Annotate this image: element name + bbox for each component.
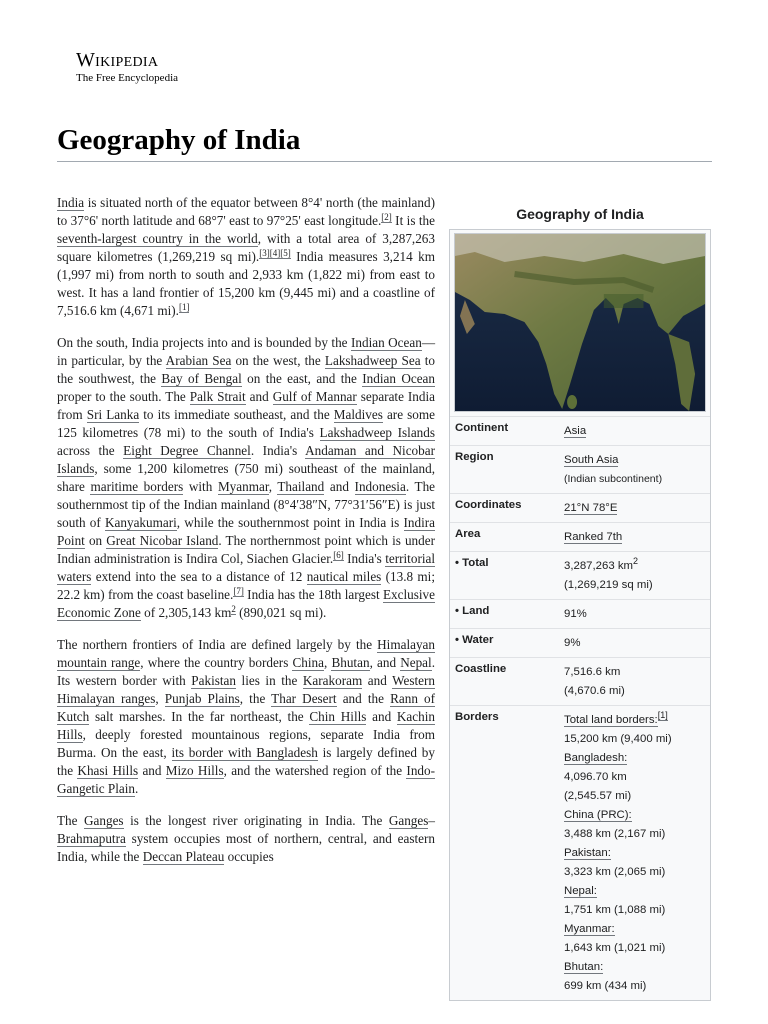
infobox-label: Borders [455,711,499,723]
article-link[interactable]: Himalayan mountain range [57,637,435,670]
body-text: It is the [391,213,435,228]
article-link[interactable]: Kachin Hills [57,709,435,742]
article-link[interactable]: Arabian Sea [165,353,232,368]
body-text: The northern frontiers of India are defined largely by the [57,637,378,652]
body-text: On the south, India projects into and is bounded by the [57,335,351,350]
body-text: , and [369,655,401,670]
body-text: with [183,479,218,494]
body-text: , and the watershed region of the [223,763,407,778]
infobox-text: (Indian subcontinent) [564,473,663,485]
infobox-link[interactable]: Ranked 7th [564,531,623,543]
logo-wordmark: Wikipedia [76,49,159,71]
article-link[interactable]: Bhutan [331,655,370,670]
infobox-text: 1,643 km (1,021 mi) [564,942,666,954]
citation-link[interactable]: [1] [657,710,668,721]
article-link[interactable]: Lakshadweep Islands [319,425,435,440]
article-link[interactable]: Thailand [277,479,325,494]
infobox-value [564,451,710,489]
article-link[interactable]: Brahmaputra [57,831,126,846]
infobox-value [564,528,710,547]
citation-link[interactable]: [2] [381,211,392,222]
citation-link[interactable]: [6] [333,549,344,560]
article-link[interactable]: Khasi Hills [77,763,139,778]
body-text: (13.8 mi; 22.2 km) from the coast baseline. [57,569,435,602]
article-link[interactable]: China [292,655,324,670]
body-text: , while the southernmost point in India is [176,515,404,530]
infobox-text: 15,200 km (9,400 mi) [564,733,672,745]
infobox-table [449,229,711,1001]
article-link[interactable]: Indira Point [57,515,436,548]
wikipedia-logo[interactable] [76,50,178,84]
body-text: to its immediate southeast, and the [139,407,334,422]
body-text: . The northernmost point which is under Indian administration is Indira Col, Siachen Glacier. [57,533,435,566]
body-text: India has the 18th largest [243,587,383,602]
infobox-row [450,657,710,705]
article-link[interactable]: Indonesia [354,479,406,494]
infobox-link[interactable]: Nepal: [564,885,597,897]
infobox-label: Region [455,451,494,463]
infobox-text: 699 km (434 mi) [564,980,647,992]
body-text: system occupies most of northern, central, and eastern India, while the [57,831,435,864]
article-link[interactable]: Bay of Bengal [161,371,242,386]
paragraph [57,194,435,320]
body-text: separate India from [57,389,435,422]
infobox [449,200,711,1001]
body-text: , the [239,691,272,706]
infobox-label: • Land [455,605,490,617]
infobox-link[interactable]: Total land borders: [564,714,658,726]
body-text: , [155,691,165,706]
body-text: of 2,305,143 km [140,605,232,620]
body-text: , some 1,200 kilometres (750 mi) southeast of the mainland, share [57,461,435,494]
infobox-row [450,551,710,599]
body-text: and [362,673,393,688]
article-link[interactable]: maritime borders [90,479,184,494]
infobox-row [450,599,710,628]
infobox-row [450,493,710,522]
infobox-row [450,628,710,657]
body-text: , deeply forested mountainous regions, separate India from Burma. On the east, [57,727,435,760]
infobox-text: 3,488 km (2,167 mi) [564,828,666,840]
infobox-label: • Total [455,557,489,569]
logo-tagline: The Free Encyclopedia [76,72,179,84]
infobox-link[interactable]: China (PRC): [564,809,632,821]
body-text: —in particular, by the [57,335,435,368]
paragraph [57,812,435,866]
infobox-row [450,445,710,493]
article-link[interactable]: Ganges [84,813,124,828]
body-text: is the longest river originating in India. The [123,813,389,828]
body-text: on the west, the [231,353,325,368]
infobox-row [450,705,710,1000]
article-link[interactable]: nautical miles [306,569,382,584]
infobox-link[interactable]: Bangladesh: [564,752,628,764]
infobox-row [450,522,710,551]
article-link[interactable]: Palk Strait [189,389,246,404]
article-link[interactable]: territorial waters [57,551,436,584]
body-text: The [57,813,85,828]
infobox-text: (1,269,219 sq mi) [564,579,653,591]
citation-link[interactable]: [7] [233,585,244,596]
body-text: and [366,709,397,724]
infobox-text: 9% [564,637,581,649]
body-text: and the [336,691,391,706]
infobox-text: 1,751 km (1,088 mi) [564,904,666,916]
body-text: and [245,389,273,404]
infobox-text: (2,545.57 mi) [564,790,632,802]
body-text: . The southernmost tip of the Indian mainland (8°4′38″N, 77°31′56″E) is just south of [57,479,436,530]
article-link[interactable]: Indo-Gangetic Plain [57,763,435,796]
map-of-india-icon [455,234,705,411]
body-text: are some 125 kilometres (78 mi) to the south of India's [57,407,435,440]
article-link[interactable]: Deccan Plateau [142,849,225,864]
superscript: 2 [633,556,639,567]
article-link[interactable]: its border with Bangladesh [171,745,318,760]
article-link[interactable]: Karakoram [302,673,363,688]
article-link[interactable]: Punjab Plains [164,691,240,706]
infobox-text: 3,287,263 km [564,560,634,572]
infobox-label: • Water [455,634,494,646]
body-text: India's [343,551,386,566]
body-text: proper to the south. The [57,389,190,404]
infobox-value [564,605,710,624]
article-link[interactable]: Ganges [388,813,429,828]
article-body [57,194,435,880]
infobox-link[interactable]: Myanmar: [564,923,615,935]
article-link[interactable]: Exclusive Economic Zone [57,587,435,620]
article-link[interactable]: Rann of Kutch [57,691,436,724]
article-link[interactable]: Eight Degree Channel [123,443,251,458]
body-text: salt marshes. In the far northeast, the [89,709,310,724]
infobox-text: 91% [564,608,587,620]
body-text: . India's [250,443,306,458]
infobox-text: 4,096.70 km [564,771,627,783]
body-text: , with a total area of 3,287,263 square kilometres (1,269,219 sq mi). [57,231,435,264]
infobox-value [564,711,710,996]
infobox-link[interactable]: South Asia [564,454,619,466]
body-text: and [324,479,355,494]
body-text: is situated north of the equator between 8°4' north (the mainland) to 37°6' north latitude and 68°7' east to 97°25' east longitude. [57,195,435,228]
infobox-link[interactable]: Bhutan: [564,961,604,973]
article-link[interactable]: seventh-largest country in the world [57,231,258,246]
body-text: . Its western border with [57,655,435,688]
article-link[interactable]: Sri Lanka [86,407,140,422]
article-link[interactable]: Indian Ocean [350,335,422,350]
body-text: – [428,813,435,828]
body-text: on [84,533,107,548]
body-text: , [268,479,278,494]
body-text: is largely defined by the [57,745,435,778]
body-text: (890,021 sq mi). [235,605,327,620]
article-link[interactable]: Great Nicobar Island [106,533,219,548]
body-text: , where the country borders [140,655,293,670]
article-link[interactable]: Western Himalayan ranges [57,673,436,706]
infobox-link[interactable]: Asia [564,425,587,437]
article-link[interactable]: Nepal [400,655,432,670]
article-link[interactable]: Maldives [333,407,383,422]
article-link[interactable]: Myanmar [217,479,269,494]
article-link[interactable]: Andaman and Nicobar Islands [57,443,435,476]
article-link[interactable]: Pakistan [191,673,236,688]
infobox-text: 3,323 km (2,065 mi) [564,866,666,878]
article-link[interactable]: Lakshadweep Sea [324,353,421,368]
infobox-value [564,663,710,701]
paragraph [57,334,435,622]
article-link[interactable]: Mizo Hills [165,763,224,778]
body-text: to the southwest, the [57,353,435,386]
infobox-label: Area [455,528,481,540]
infobox-link[interactable]: 21°N 78°E [564,502,618,514]
body-text: , [324,655,332,670]
satellite-map-image[interactable] [454,233,706,412]
infobox-value [564,634,710,653]
article-link[interactable]: India [57,195,85,210]
infobox-label: Coordinates [455,499,522,511]
infobox-value [564,499,710,518]
infobox-link[interactable]: Pakistan: [564,847,611,859]
citation-link[interactable]: 2 [231,603,236,614]
article-link[interactable]: Gulf of Mannar [272,389,357,404]
body-text: on the east, and the [241,371,363,386]
body-text: and [138,763,166,778]
body-text: across the [57,443,124,458]
body-text: India measures 3,214 km (1,997 mi) from north to south and 2,933 km (1,822 mi) from east to west. It has a land frontier of 15,200 km (9,445 mi) and a coastline of 7,516.6 km (4,671 mi). [57,249,436,318]
infobox-label: Coastline [455,663,507,675]
citation-link[interactable]: [1] [178,301,190,312]
page-title: Geography of India [57,124,712,162]
infobox-value [564,422,710,441]
article-link[interactable]: Chin Hills [309,709,367,724]
body-text: lies in the [235,673,303,688]
body-text: extend into the sea to a distance of 12 [91,569,307,584]
body-text: occupies [224,849,274,864]
infobox-text: (4,670.6 mi) [564,685,625,697]
article-link[interactable]: Thar Desert [271,691,337,706]
body-text: . [135,781,139,796]
infobox-label: Continent [455,422,509,434]
infobox-text: 7,516.6 km [564,666,621,678]
infobox-value [564,557,710,595]
citation-link[interactable]: [3][4][5] [259,247,291,258]
article-link[interactable]: Indian Ocean [362,371,435,386]
paragraph [57,636,435,798]
infobox-caption: Geography of India [516,206,644,222]
article-link[interactable]: Kanyakumari [105,515,177,530]
infobox-row [450,416,710,445]
